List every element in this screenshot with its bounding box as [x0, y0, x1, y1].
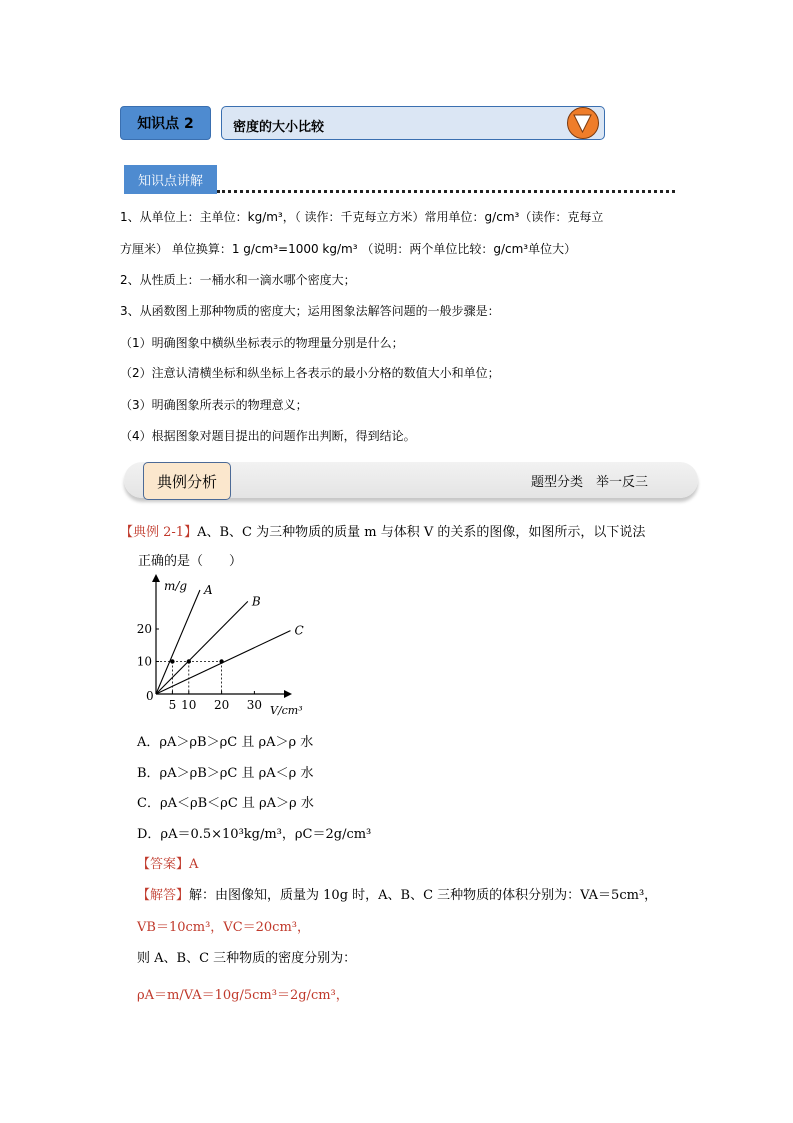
- series-line-b: [156, 601, 248, 694]
- explain-line-8: （4）根据图象对题目提出的问题作出判断，得到结论。: [120, 429, 416, 443]
- answer-label: 【答案】: [137, 857, 190, 872]
- data-point-c: [219, 659, 223, 663]
- answer-value: A: [189, 857, 199, 872]
- option-a: A．ρA＞ρB＞ρC 且 ρA＞ρ 水: [137, 735, 314, 750]
- option-d: D．ρA＝0.5×10³kg/m³，ρC＝2g/cm³: [137, 827, 372, 842]
- solution-line-3: 则 A、B、C 三种物质的密度分别为：: [137, 951, 357, 966]
- explain-line-4: 3、从函数图上那种物质的密度大；运用图象法解答问题的一般步骤是：: [120, 304, 500, 318]
- explain-line-1: 1、从单位上：主单位：kg/m³，（ 读作：千克每立方米）常用单位：g/cm³（读作：克每立: [120, 210, 604, 224]
- solution-formula: ρA＝m/VA＝10g/5cm³＝2g/cm³，: [137, 988, 349, 1003]
- option-c: C．ρA＜ρB＜ρC 且 ρA＞ρ 水: [137, 796, 314, 811]
- x-axis-arrow: [284, 690, 292, 698]
- mass-volume-chart: [130, 570, 330, 722]
- solution-line-2: VB＝10cm³，VC＝20cm³，: [137, 920, 310, 935]
- origin-label: 0: [146, 689, 154, 703]
- knowledge-point-badge: 知识点 2: [120, 106, 211, 140]
- data-point-a: [170, 659, 174, 663]
- y-tick-label: 20: [136, 622, 152, 636]
- solution-text-1: 解：由图像知，质量为 10g 时，A、B、C 三种物质的体积分别为：VA＝5cm³，: [189, 888, 658, 903]
- explain-line-7: （3）明确图象所表示的物理意义；: [120, 398, 308, 412]
- y-axis-label: m/g: [164, 579, 188, 593]
- series-label-b: B: [251, 594, 261, 609]
- knowledge-point-title: 密度的大小比较: [233, 120, 325, 135]
- series-label-a: A: [203, 583, 213, 597]
- examples-tag: 典例分析: [143, 462, 231, 500]
- data-point-b: [187, 659, 191, 663]
- option-b: B．ρA＞ρB＞ρC 且 ρA＜ρ 水: [137, 766, 314, 781]
- explain-line-3: 2、从性质上：一桶水和一滴水哪个密度大；: [120, 273, 356, 287]
- question-stem-2: 正确的是（ ）: [138, 554, 243, 569]
- solution-line-1: [137, 884, 657, 903]
- x-tick-label: 30: [246, 698, 263, 712]
- question-stem: [120, 521, 645, 540]
- explain-line-5: （1）明确图象中横纵坐标表示的物理量分别是什么；: [120, 336, 404, 350]
- x-tick-label: 10: [181, 698, 197, 712]
- series-line-a: [156, 590, 200, 694]
- question-label: 【典例 2-1】: [120, 525, 198, 540]
- x-tick-label: 5: [168, 698, 177, 712]
- solution-label: 【解答】: [137, 888, 190, 903]
- examples-subtitle: 题型分类 举一反三: [531, 475, 649, 490]
- explain-line-6: （2）注意认清横坐标和纵坐标上各表示的最小分格的数值大小和单位；: [120, 366, 500, 380]
- dotted-divider: [217, 190, 675, 193]
- x-axis-label: V/cm³: [270, 704, 303, 717]
- explain-line-2: 方厘米） 单位换算：1 g/cm³=1000 kg/m³ （说明：两个单位比较：g/cm³单位大）: [120, 242, 577, 256]
- dropdown-triangle-icon: [567, 107, 599, 139]
- section-label-explain: 知识点讲解: [124, 165, 217, 194]
- answer: [137, 853, 198, 872]
- y-axis-arrow: [152, 574, 160, 582]
- y-tick-label: 10: [136, 654, 152, 669]
- x-tick-label: 20: [213, 698, 230, 712]
- question-text: A、B、C 为三种物质的质量 m 与体积 V 的关系的图像，如图所示，以下说法: [197, 525, 646, 540]
- series-label-c: C: [294, 623, 304, 638]
